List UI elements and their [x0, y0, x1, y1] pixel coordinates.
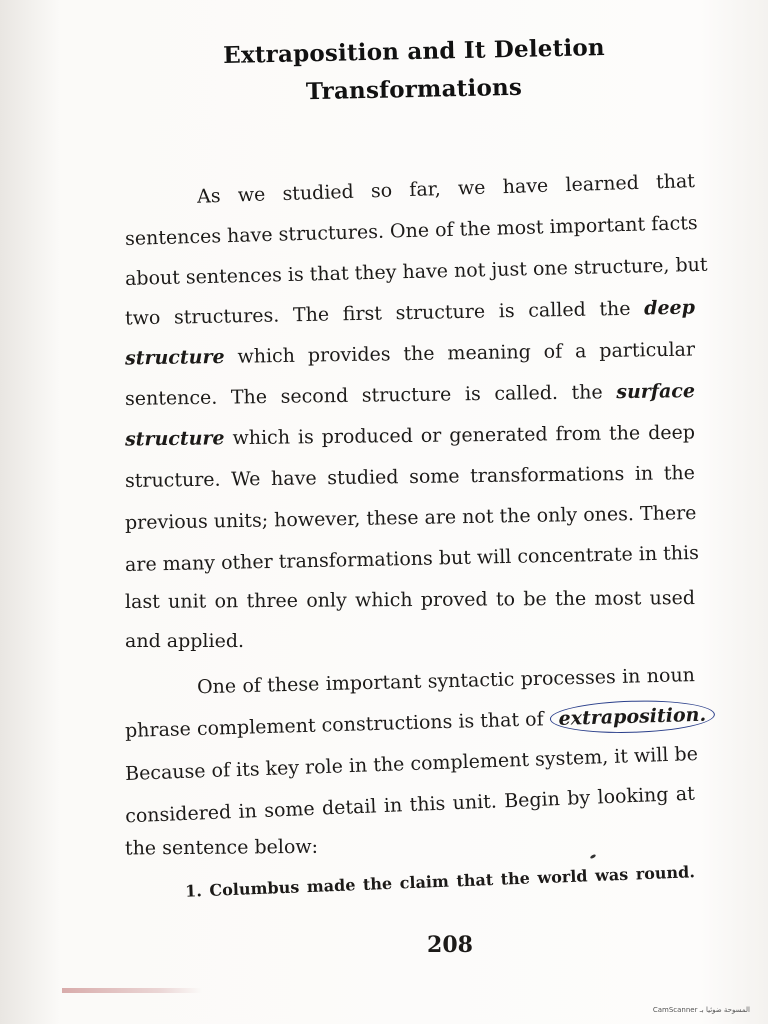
term-surface: surface — [616, 380, 696, 404]
term-structure: structure — [124, 345, 225, 370]
text-run: Because of its key role in the complement system, it will be — [124, 742, 699, 785]
text-run: which provides the meaning of a particular — [224, 338, 696, 368]
text-run: sentences have structures. One of the most important facts — [124, 211, 698, 250]
text-run: two structures. The first structure is called the — [124, 297, 645, 330]
term-deep: deep — [643, 296, 696, 320]
paragraph-line — [125, 621, 695, 662]
text-run: sentence. The second structure is called. the — [124, 381, 617, 410]
text-run: and applied. — [125, 630, 245, 652]
text-run: phrase complement constructions is that of — [124, 708, 550, 742]
text-run: previous units; however, these are not the only ones. There — [124, 502, 697, 534]
page-edge-mark — [62, 988, 202, 993]
text-run: which is produced or generated from the deep — [224, 421, 696, 450]
chapter-subtitle: Transformations — [305, 73, 523, 106]
scanner-watermark: CamScanner المسوحة ضوئيا بـ — [652, 1006, 750, 1014]
text-run: considered in some detail in this unit. Begin by looking at — [124, 782, 696, 828]
term-structure: structure — [124, 427, 225, 451]
paragraph-line — [125, 578, 695, 623]
example-sentence: 1. Columbus made the claim that the world was round. — [184, 862, 696, 901]
chapter-title: Extraposition and It Deletion — [222, 34, 606, 69]
text-run: the sentence below: — [124, 835, 319, 860]
text-run: last unit on three only which proved to be the most used — [124, 587, 696, 613]
text-run: As we studied so far, we have learned that — [196, 170, 696, 208]
body-text — [124, 170, 708, 867]
page-number: 208 — [427, 932, 473, 958]
text-run: One of these important syntactic processes in noun — [196, 664, 696, 699]
paragraph-line — [125, 824, 695, 870]
text-run: about sentences is that they have not just one structure, but — [124, 253, 708, 290]
text-run: structure. We have studied some transformations in the — [124, 462, 696, 492]
term-extraposition-circled: extraposition. — [549, 698, 715, 735]
text-run: are many other transformations but will concentrate in this — [124, 541, 700, 576]
